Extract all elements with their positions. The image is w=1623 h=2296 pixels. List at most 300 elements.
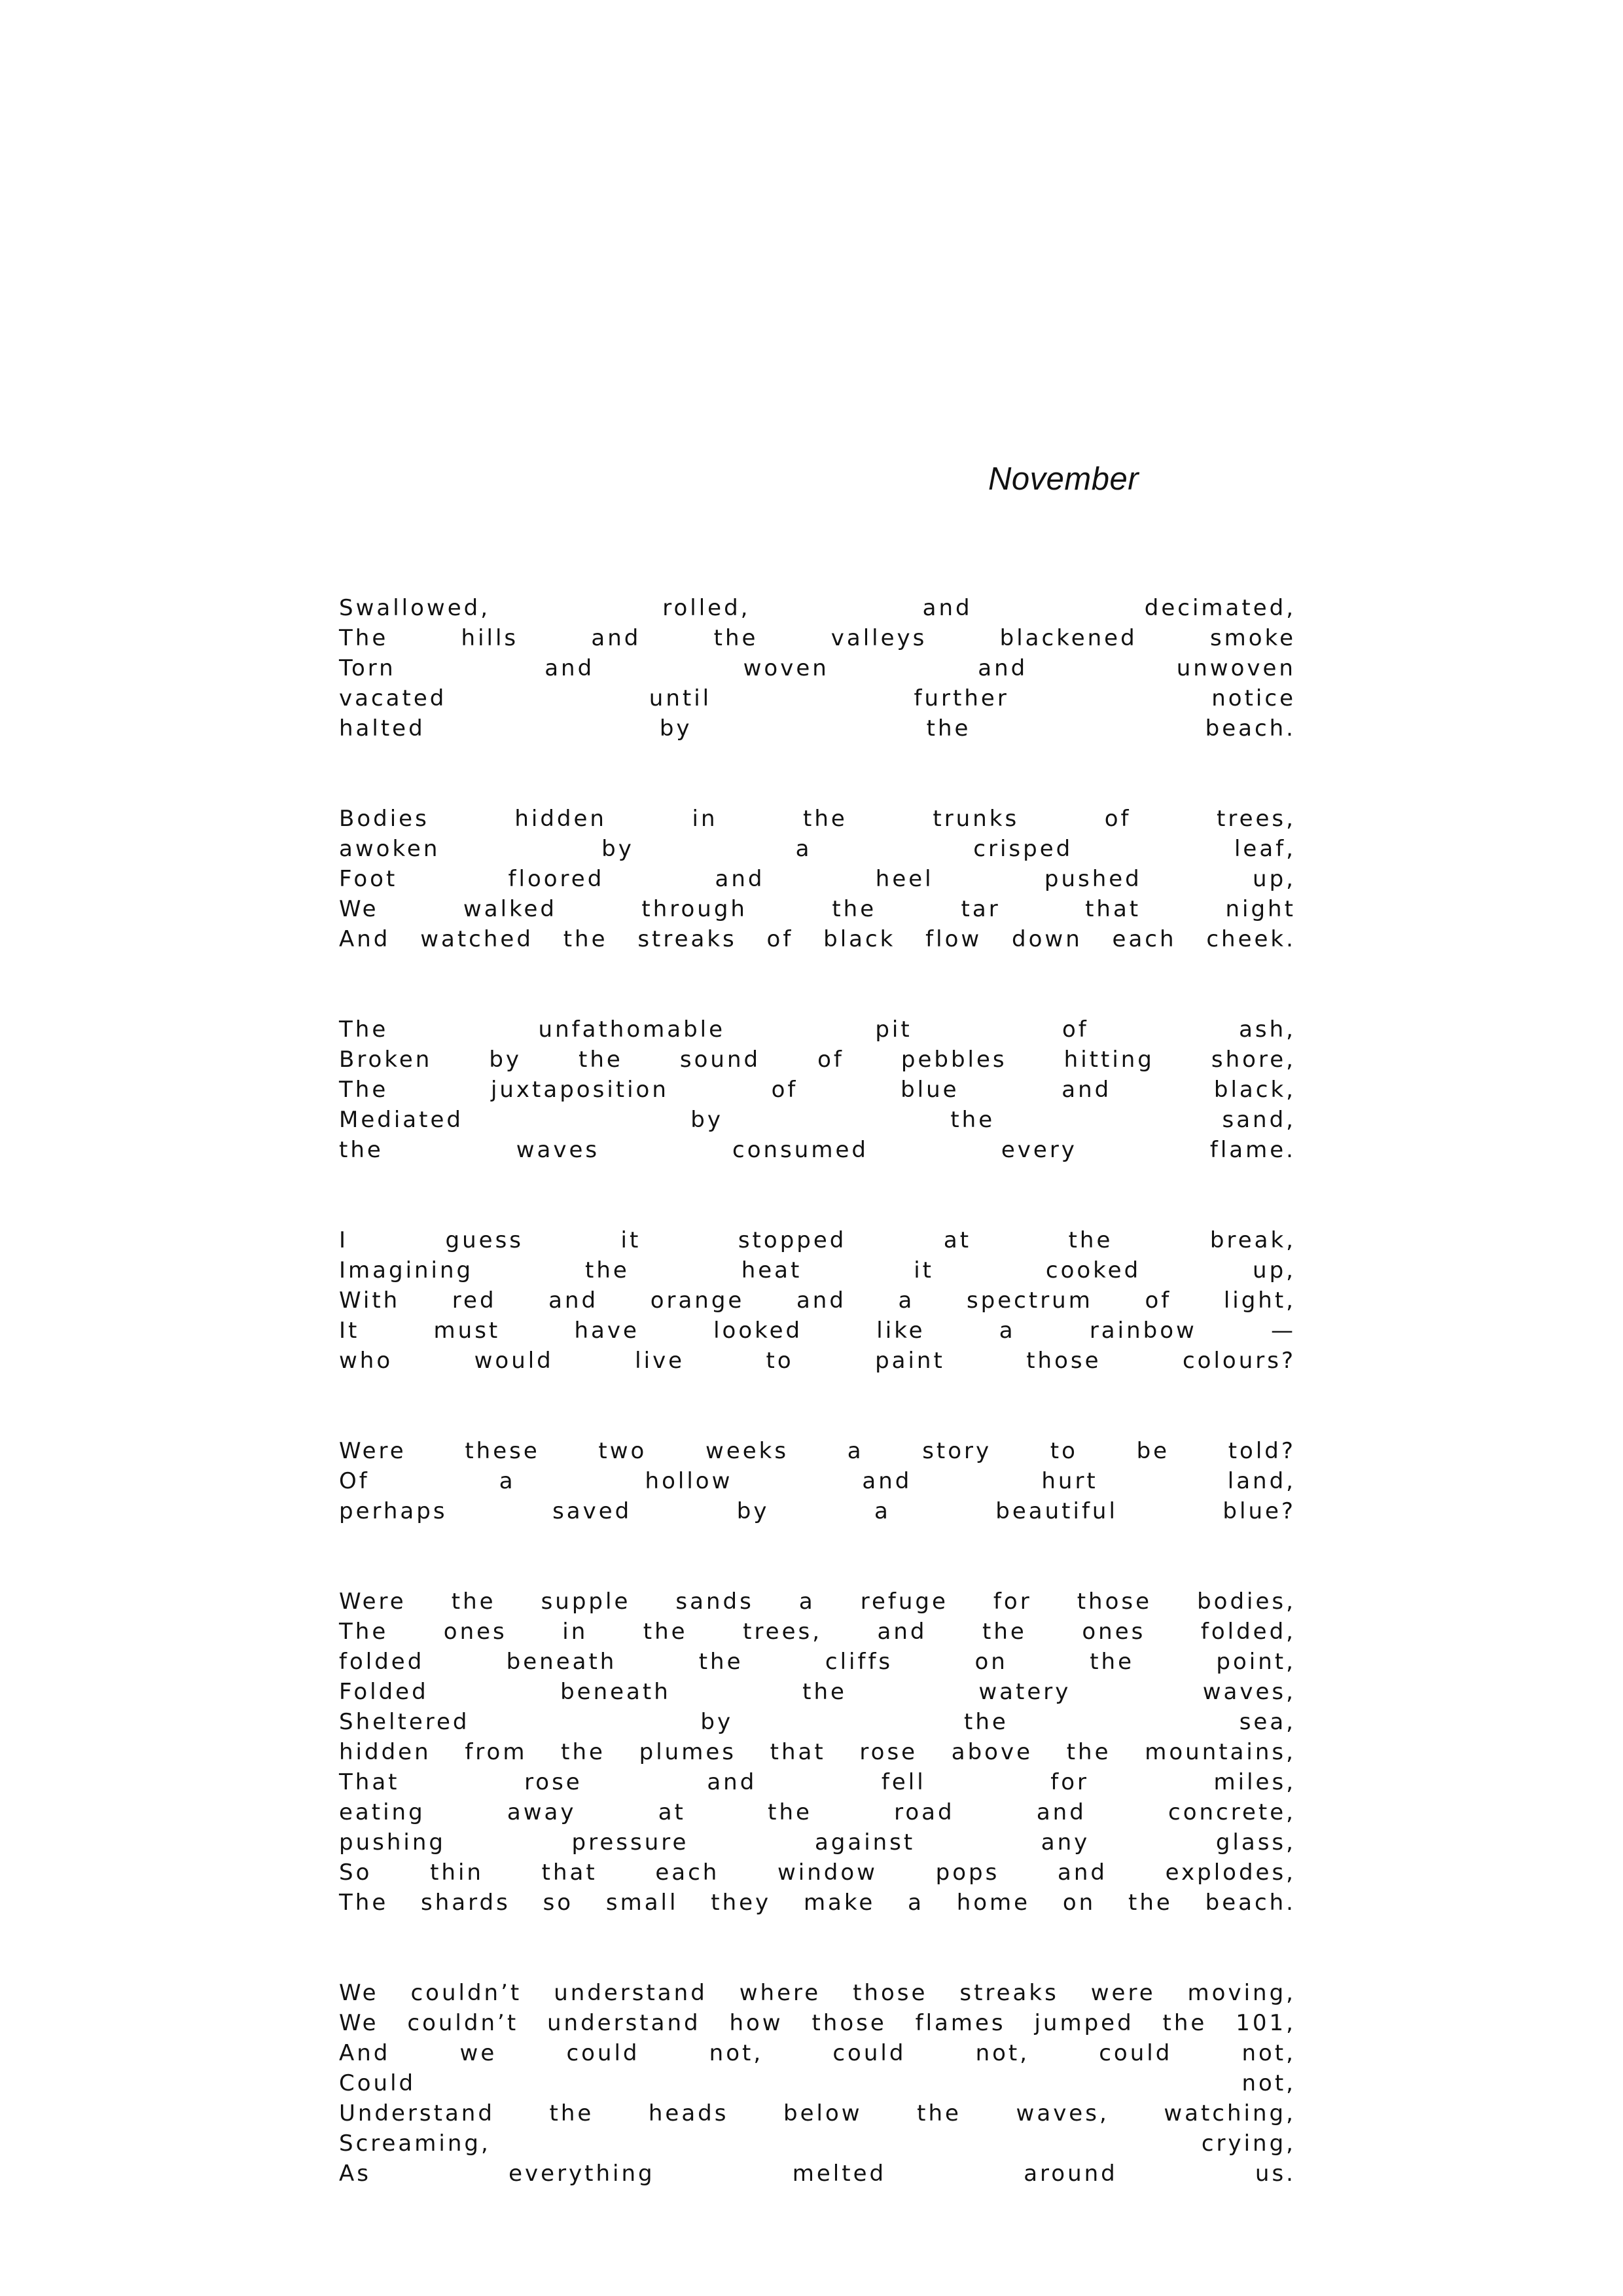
poem-word: and [591, 625, 641, 651]
poem-line [339, 1978, 1296, 2008]
poem-word: break, [1209, 1227, 1296, 1253]
poem-word: on [974, 1649, 1008, 1675]
poem-word: each [655, 1859, 720, 1886]
poem-word: floored [508, 866, 605, 892]
poem-word: road [894, 1799, 955, 1825]
poem-word: the [982, 1619, 1027, 1645]
poem-word: understand [547, 2010, 701, 2036]
poem-word: night [1225, 896, 1296, 922]
poem-word: everything [508, 2161, 655, 2187]
poem-line [339, 2098, 1296, 2128]
poem-line [339, 623, 1296, 653]
poem-word: shore, [1211, 1047, 1296, 1073]
poem-word: sand, [1222, 1107, 1296, 1133]
poem-word: up, [1253, 1257, 1296, 1283]
poem-word: The [339, 1077, 389, 1103]
poem-word: not, [1241, 2070, 1296, 2096]
poem-word: fell [881, 1769, 926, 1795]
poem-word: hills [461, 625, 519, 651]
poem-line [339, 1105, 1296, 1135]
poem-word: window [777, 1859, 878, 1886]
poem-word: in [692, 806, 718, 832]
poem-word: cheek. [1206, 926, 1296, 952]
poem-word: each [1112, 926, 1177, 952]
poem-word: Foot [339, 866, 398, 892]
poem-word: and [707, 1769, 757, 1795]
poem-word: heads [648, 2100, 729, 2126]
poem-line [339, 1075, 1296, 1105]
poem-word: flames [915, 2010, 1006, 2036]
poem-word: the [579, 1047, 623, 1073]
poem-word: Folded [339, 1679, 429, 1705]
poem-word: at [658, 1799, 686, 1825]
poem-line [339, 1496, 1296, 1526]
poem-word: eating [339, 1799, 425, 1825]
poem-word: vacated [339, 685, 447, 711]
poem-word: above [951, 1739, 1033, 1765]
poem-word: crying, [1201, 2130, 1296, 2157]
poem-word: those [812, 2010, 887, 2036]
poem-word: must [433, 1318, 501, 1344]
poem-line [339, 1707, 1296, 1737]
poem-word: And [339, 2040, 391, 2066]
poem-word: of [1104, 806, 1132, 832]
poem-word: any [1041, 1829, 1090, 1856]
poem-word: guess [445, 1227, 524, 1253]
poem-word: were [1090, 1980, 1156, 2006]
poem-word: hitting [1063, 1047, 1154, 1073]
poem-word: of [766, 926, 794, 952]
poem-word: rose [524, 1769, 582, 1795]
poem-word: story [922, 1438, 992, 1464]
poem-word: We [339, 1980, 379, 2006]
poem-word: through [641, 896, 747, 922]
poem-word: a [798, 1588, 815, 1615]
poem-word: thin [430, 1859, 484, 1886]
poem-word: by [736, 1498, 770, 1524]
poem-word: moving, [1187, 1980, 1296, 2006]
poem-word: not, [709, 2040, 764, 2066]
poem-word: by [659, 715, 692, 742]
poem-line [339, 864, 1296, 894]
poem-word: so [543, 1890, 574, 1916]
poem-stanza [339, 1014, 1296, 1165]
poem-word: small [605, 1890, 679, 1916]
poem-word: rose [859, 1739, 918, 1765]
poem-line [339, 1888, 1296, 1918]
poem-word: mountains, [1145, 1739, 1296, 1765]
poem-word: paint [875, 1348, 945, 1374]
poem-line [339, 2008, 1296, 2038]
poem-word: cooked [1045, 1257, 1141, 1283]
poem-line [339, 1677, 1296, 1707]
poem-word: Broken [339, 1047, 433, 1073]
poem-word: have [574, 1318, 639, 1344]
poem-line [339, 1617, 1296, 1647]
poem-line [339, 1767, 1296, 1797]
poem-word: Screaming, [339, 2130, 491, 2157]
poem-word: further [914, 685, 1009, 711]
poem-word: jumped [1034, 2010, 1134, 2036]
poem-word: unwoven [1176, 655, 1296, 681]
poem-word: That [339, 1769, 400, 1795]
poem-word: until [649, 685, 712, 711]
poem-word: streaks [637, 926, 737, 952]
poem-word: rolled, [662, 595, 751, 621]
poem-word: juxtaposition [490, 1077, 669, 1103]
poem-word: up, [1253, 866, 1296, 892]
poem-word: and [862, 1468, 912, 1494]
poem-word: blue? [1222, 1498, 1296, 1524]
poem-word: pressure [571, 1829, 689, 1856]
poem-word: refuge [860, 1588, 948, 1615]
poem-word: around [1024, 2161, 1118, 2187]
poem-word: not, [975, 2040, 1030, 2066]
poem-word: ones [1082, 1619, 1146, 1645]
poem-line [339, 713, 1296, 744]
poem-word: weeks [705, 1438, 789, 1464]
poem-word: plumes [639, 1739, 736, 1765]
poem-word: by [690, 1107, 723, 1133]
poem-word: waves, [1202, 1679, 1296, 1705]
poem-word: in [562, 1619, 588, 1645]
poem-word: The [339, 1890, 389, 1916]
poem-word: would [474, 1348, 554, 1374]
poem-word: supple [541, 1588, 631, 1615]
poem-word: who [339, 1348, 393, 1374]
poem-word: the [1068, 1227, 1113, 1253]
poem-word: With [339, 1287, 401, 1314]
poem-word: hidden [339, 1739, 431, 1765]
poem-word: Were [339, 1588, 406, 1615]
poem-body [339, 593, 1296, 2249]
poem-word: Mediated [339, 1107, 463, 1133]
poem-word: us. [1255, 2161, 1296, 2187]
poem-word: halted [339, 715, 425, 742]
poem-line [339, 894, 1296, 924]
poem-word: understand [554, 1980, 707, 2006]
poem-word: couldn’t [407, 2010, 519, 2036]
poem-word: decimated, [1144, 595, 1296, 621]
poem-word: Torn [339, 655, 396, 681]
poem-stanza [339, 1436, 1296, 1526]
poem-word: bodies, [1197, 1588, 1296, 1615]
poem-word: beneath [560, 1679, 671, 1705]
poem-word: that [770, 1739, 826, 1765]
poem-word: and [978, 655, 1028, 681]
poem-word: As [339, 2161, 371, 2187]
poem-word: pit [875, 1016, 912, 1043]
poem-word: the [643, 1619, 688, 1645]
poem-word: We [339, 2010, 379, 2036]
poem-word: looked [713, 1318, 803, 1344]
poem-word: waves [516, 1137, 600, 1163]
poem-word: and [1061, 1077, 1112, 1103]
poem-line [339, 1466, 1296, 1496]
poem-word: and [1058, 1859, 1107, 1886]
poem-word: trees, [743, 1619, 823, 1645]
poem-word: of [771, 1077, 798, 1103]
poem-word: could [566, 2040, 640, 2066]
poem-word: Could [339, 2070, 416, 2096]
poem-word: the [917, 2100, 961, 2126]
poem-word: orange [650, 1287, 745, 1314]
poem-word: concrete, [1168, 1799, 1296, 1825]
poem-line [339, 1737, 1296, 1767]
poem-word: Understand [339, 2100, 495, 2126]
poem-line [339, 804, 1296, 834]
poem-word: the [964, 1709, 1008, 1735]
poem-line [339, 1436, 1296, 1466]
poem-word: a [847, 1438, 864, 1464]
poem-word: streaks [959, 1980, 1059, 2006]
poem-word: We [339, 896, 379, 922]
poem-line [339, 1647, 1296, 1677]
poem-word: flow [925, 926, 982, 952]
poem-word: stopped [738, 1227, 847, 1253]
poem-word: the [926, 715, 971, 742]
poem-word: by [601, 836, 634, 862]
poem-word: cliffs [825, 1649, 893, 1675]
poem-word: and [796, 1287, 846, 1314]
poem-word: the [950, 1107, 995, 1133]
poem-title: November [988, 461, 1139, 497]
poem-word: beneath [506, 1649, 617, 1675]
poem-word: miles, [1213, 1769, 1296, 1795]
poem-stanza [339, 1978, 1296, 2189]
poem-word: colours? [1182, 1348, 1296, 1374]
poem-word: couldn’t [410, 1980, 522, 2006]
poem-word: trunks [933, 806, 1020, 832]
poem-line [339, 1225, 1296, 1255]
poem-word: — [1271, 1318, 1296, 1344]
poem-line [339, 1857, 1296, 1888]
poem-word: and [877, 1619, 927, 1645]
poem-word: the [451, 1588, 496, 1615]
poem-word: pushed [1044, 866, 1142, 892]
poem-word: shards [421, 1890, 510, 1916]
poem-word: valleys [830, 625, 927, 651]
poem-word: beautiful [995, 1498, 1118, 1524]
poem-word: trees, [1217, 806, 1296, 832]
poem-word: the [1162, 2010, 1207, 2036]
poem-line [339, 683, 1296, 713]
poem-word: like [876, 1318, 925, 1344]
poem-word: the [1066, 1739, 1111, 1765]
poem-line [339, 1014, 1296, 1045]
poem-word: black, [1213, 1077, 1296, 1103]
poem-word: glass, [1215, 1829, 1296, 1856]
poem-word: folded [339, 1649, 425, 1675]
poem-word: pops [935, 1859, 1000, 1886]
poem-word: and [544, 655, 595, 681]
poem-word: sea, [1239, 1709, 1296, 1735]
poem-word: for [1050, 1769, 1089, 1795]
poem-word: beach. [1205, 715, 1296, 742]
poem-word: land, [1227, 1468, 1296, 1494]
poem-word: the [549, 2100, 594, 2126]
poem-word: Sheltered [339, 1709, 470, 1735]
poem-word: walked [463, 896, 557, 922]
poem-line [339, 1797, 1296, 1827]
poem-word: of [1145, 1287, 1172, 1314]
poem-word: and [1036, 1799, 1086, 1825]
poem-line [339, 593, 1296, 623]
poem-word: by [700, 1709, 734, 1735]
poem-word: watery [978, 1679, 1071, 1705]
poem-line [339, 2068, 1296, 2098]
poem-word: down [1012, 926, 1082, 952]
poem-word: the [339, 1137, 383, 1163]
poem-word: where [739, 1980, 821, 2006]
poem-word: blackened [999, 625, 1137, 651]
poem-word: the [803, 806, 847, 832]
poem-line [339, 2128, 1296, 2159]
poem-line [339, 1587, 1296, 1617]
poem-word: The [339, 625, 389, 651]
poem-word: beach. [1205, 1890, 1296, 1916]
poem-line [339, 1316, 1296, 1346]
poem-word: melted [792, 2161, 887, 2187]
poem-word: explodes, [1165, 1859, 1296, 1886]
poem-word: away [507, 1799, 577, 1825]
poem-word: smoke [1209, 625, 1296, 651]
poem-word: It [339, 1318, 360, 1344]
poem-word: that [541, 1859, 597, 1886]
poem-word: tar [961, 896, 1001, 922]
poem-word: flame. [1209, 1137, 1296, 1163]
poem-word: heel [875, 866, 934, 892]
poem-word: I [339, 1227, 349, 1253]
poem-word: a [499, 1468, 516, 1494]
poem-word: consumed [732, 1137, 868, 1163]
poem-word: Of [339, 1468, 370, 1494]
poem-word: watching, [1164, 2100, 1296, 2126]
poem-word: for [993, 1588, 1032, 1615]
poem-word: the [713, 625, 758, 651]
poem-word: to [766, 1348, 794, 1374]
poem-word: ash, [1239, 1016, 1296, 1043]
poem-word: of [1062, 1016, 1089, 1043]
poem-word: that [1085, 896, 1141, 922]
poem-line [339, 924, 1296, 954]
poem-word: The [339, 1619, 389, 1645]
poem-line [339, 1135, 1296, 1165]
poem-word: it [620, 1227, 641, 1253]
poem-word: we [459, 2040, 497, 2066]
poem-word: the [1090, 1649, 1135, 1675]
poem-word: it [914, 1257, 934, 1283]
poem-word: rainbow [1089, 1318, 1197, 1344]
poem-word: not, [1241, 2040, 1296, 2066]
poem-word: a [874, 1498, 891, 1524]
poem-word: live [635, 1348, 685, 1374]
poem-word: two [598, 1438, 647, 1464]
poem-word: the [698, 1649, 743, 1675]
poem-word: to [1050, 1438, 1078, 1464]
poem-word: the [832, 896, 877, 922]
poem-line [339, 1346, 1296, 1376]
poem-word: perhaps [339, 1498, 448, 1524]
poem-word: those [1026, 1348, 1101, 1374]
poem-line [339, 2159, 1296, 2189]
poem-word: a [795, 836, 812, 862]
poem-word: make [803, 1890, 876, 1916]
poem-word: light, [1223, 1287, 1296, 1314]
poem-word: the [1128, 1890, 1173, 1916]
poem-line [339, 1285, 1296, 1316]
poem-word: saved [552, 1498, 632, 1524]
poem-word: waves, [1016, 2100, 1109, 2126]
poem-word: notice [1211, 685, 1296, 711]
poem-word: the [585, 1257, 630, 1283]
poem-word: the [802, 1679, 847, 1705]
poem-word: by [489, 1047, 522, 1073]
poem-word: Swallowed, [339, 595, 491, 621]
poem-word: The [339, 1016, 389, 1043]
poem-word: folded, [1200, 1619, 1296, 1645]
poem-word: ones [443, 1619, 507, 1645]
poem-word: these [465, 1438, 540, 1464]
poem-word: 101, [1236, 2010, 1296, 2036]
poem-word: a [898, 1287, 915, 1314]
poem-word: awoken [339, 836, 440, 862]
poem-word: could [1099, 2040, 1173, 2066]
poem-stanza [339, 1225, 1296, 1376]
poem-word: be [1136, 1438, 1170, 1464]
poem-word: the [561, 1739, 605, 1765]
poem-word: the [563, 926, 608, 952]
poem-stanza [339, 593, 1296, 744]
poem-word: and [715, 866, 765, 892]
poem-word: a [908, 1890, 924, 1916]
poem-word: hollow [645, 1468, 733, 1494]
poem-word: red [452, 1287, 497, 1314]
poem-word: and [922, 595, 972, 621]
poem-word: told? [1228, 1438, 1296, 1464]
poem-line [339, 1827, 1296, 1857]
poem-word: leaf, [1234, 836, 1296, 862]
poem-word: And [339, 926, 391, 952]
poem-word: against [814, 1829, 916, 1856]
poem-word: on [1062, 1890, 1096, 1916]
poem-word: Were [339, 1438, 406, 1464]
poem-line [339, 653, 1296, 683]
poem-word: crisped [973, 836, 1073, 862]
poem-word: from [465, 1739, 527, 1765]
poem-word: hurt [1041, 1468, 1098, 1494]
poem-word: home [956, 1890, 1031, 1916]
poem-line [339, 834, 1296, 864]
poem-word: Bodies [339, 806, 429, 832]
poem-word: spectrum [966, 1287, 1093, 1314]
poem-word: pebbles [901, 1047, 1007, 1073]
poem-word: hidden [514, 806, 607, 832]
poem-word: of [817, 1047, 844, 1073]
poem-word: at [943, 1227, 972, 1253]
poem-stanza [339, 804, 1296, 954]
poem-word: those [853, 1980, 928, 2006]
poem-word: unfathomable [538, 1016, 726, 1043]
poem-word: a [999, 1318, 1016, 1344]
poem-word: below [783, 2100, 863, 2126]
poem-word: sands [675, 1588, 754, 1615]
poem-word: they [711, 1890, 772, 1916]
poem-word: every [1001, 1137, 1077, 1163]
poem-line [339, 1255, 1296, 1285]
poem-word: sound [679, 1047, 761, 1073]
poem-word: watched [420, 926, 533, 952]
